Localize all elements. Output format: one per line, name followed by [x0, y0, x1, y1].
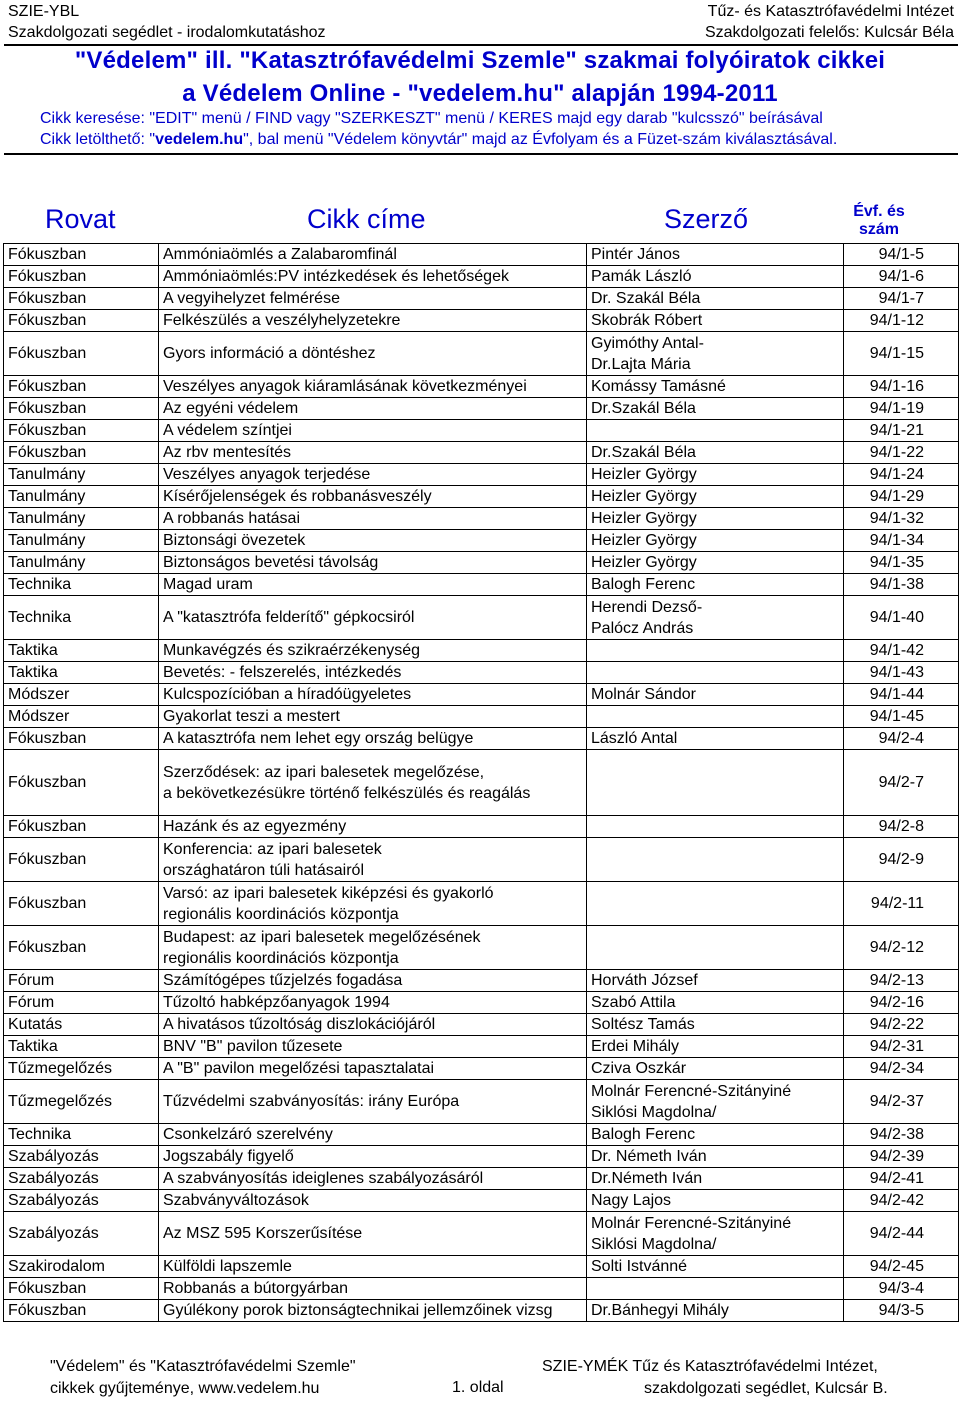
- cell-szerzo: Skobrák Róbert: [587, 310, 844, 332]
- cell-rovat: Tanulmány: [4, 552, 159, 574]
- table-row: [4, 332, 959, 376]
- cell-szerzo: [587, 420, 844, 442]
- cell-szam: 94/1-12: [844, 310, 959, 332]
- cell-szam: 94/2-38: [844, 1124, 959, 1146]
- cell-szam: 94/1-32: [844, 508, 959, 530]
- cell-szam: 94/1-29: [844, 486, 959, 508]
- cell-szerzo: [587, 816, 844, 838]
- cell-szerzo: [587, 750, 844, 816]
- table-row: [4, 464, 959, 486]
- table-row: [4, 1168, 959, 1190]
- cell-szam: 94/2-42: [844, 1190, 959, 1212]
- table-row: [4, 288, 959, 310]
- article-table: [3, 243, 959, 1322]
- cell-rovat: Tanulmány: [4, 508, 159, 530]
- cell-cim: Veszélyes anyagok kiáramlásának következményei: [159, 376, 587, 398]
- column-header-cikk: Cikk címe: [307, 204, 426, 234]
- cell-rovat: Technika: [4, 574, 159, 596]
- header-rule: [4, 44, 958, 46]
- cell-rovat: Kutatás: [4, 1014, 159, 1036]
- cell-szam: 94/1-45: [844, 706, 959, 728]
- table-row: [4, 552, 959, 574]
- cell-cim: Az rbv mentesítés: [159, 442, 587, 464]
- cell-cim: Ammóniaömlés:PV intézkedések és lehetőségek: [159, 266, 587, 288]
- cell-szam: 94/2-34: [844, 1058, 959, 1080]
- cell-rovat: Fókuszban: [4, 1300, 159, 1322]
- cell-rovat: Taktika: [4, 640, 159, 662]
- table-row: [4, 486, 959, 508]
- table-row: [4, 1278, 959, 1300]
- cell-szerzo: Herendi Dezső- Palócz András: [587, 596, 844, 640]
- cell-cim: Jogszabály figyelő: [159, 1146, 587, 1168]
- cell-rovat: Fókuszban: [4, 816, 159, 838]
- cell-cim: Ammóniaömlés a Zalabaromfinál: [159, 244, 587, 266]
- cell-szam: 94/1-6: [844, 266, 959, 288]
- cell-szerzo: László Antal: [587, 728, 844, 750]
- cell-cim: Külföldi lapszemle: [159, 1256, 587, 1278]
- search-instruction: Cikk keresése: "EDIT" menü / FIND vagy "SZERKESZT" menü / KERES majd egy darab "kulcsszó" beírásával: [40, 110, 823, 127]
- cell-szam: 94/1-35: [844, 552, 959, 574]
- table-row: [4, 992, 959, 1014]
- download-instruction: Cikk letölthető: "vedelem.hu", bal menü "Védelem könyvtár" majd az Évfolyam és a Füzet-szám kiválasztásával.: [40, 131, 838, 148]
- cell-szerzo: [587, 706, 844, 728]
- cell-szam: 94/1-16: [844, 376, 959, 398]
- cell-szam: 94/2-37: [844, 1080, 959, 1124]
- column-header-evf: Évf. és szám: [853, 203, 905, 238]
- cell-rovat: Szabályozás: [4, 1146, 159, 1168]
- cell-cim: Hazánk és az egyezmény: [159, 816, 587, 838]
- cell-cim: Robbanás a bútorgyárban: [159, 1278, 587, 1300]
- cell-rovat: Taktika: [4, 662, 159, 684]
- table-row: [4, 1036, 959, 1058]
- cell-cim: A hivatásos tűzoltóság diszlokációjáról: [159, 1014, 587, 1036]
- table-row: [4, 398, 959, 420]
- cell-szerzo: Gyimóthy Antal- Dr.Lajta Mária: [587, 332, 844, 376]
- table-row: [4, 442, 959, 464]
- cell-cim: Veszélyes anyagok terjedése: [159, 464, 587, 486]
- cell-rovat: Fókuszban: [4, 420, 159, 442]
- cell-szerzo: Molnár Sándor: [587, 684, 844, 706]
- cell-cim: Csonkelzáró szerelvény: [159, 1124, 587, 1146]
- cell-szam: 94/2-12: [844, 926, 959, 970]
- cell-rovat: Fókuszban: [4, 750, 159, 816]
- cell-szam: 94/1-5: [844, 244, 959, 266]
- cell-rovat: Fókuszban: [4, 398, 159, 420]
- cell-cim: Az MSZ 595 Korszerűsítése: [159, 1212, 587, 1256]
- cell-cim: Gyúlékony porok biztonságtechnikai jellemzőinek vizsg: [159, 1300, 587, 1322]
- cell-szerzo: Balogh Ferenc: [587, 574, 844, 596]
- page-title-line1: "Védelem" ill. "Katasztrófavédelmi Szemle" szakmai folyóiratok cikkei: [74, 47, 886, 74]
- table-row: [4, 1212, 959, 1256]
- download-link[interactable]: vedelem.hu: [155, 131, 244, 148]
- cell-szam: 94/2-13: [844, 970, 959, 992]
- cell-szam: 94/2-39: [844, 1146, 959, 1168]
- header-right-line2: Szakdolgozati felelős: Kulcsár Béla: [704, 24, 954, 41]
- cell-szerzo: Solti Istvánné: [587, 1256, 844, 1278]
- cell-cim: A "B" pavilon megelőzési tapasztalatai: [159, 1058, 587, 1080]
- cell-szerzo: [587, 882, 844, 926]
- cell-rovat: Tűzmegelőzés: [4, 1058, 159, 1080]
- cell-szerzo: [587, 838, 844, 882]
- cell-szerzo: Pintér János: [587, 244, 844, 266]
- cell-cim: Gyors információ a döntéshez: [159, 332, 587, 376]
- cell-cim: Konferencia: az ipari balesetek országhatáron túli hatásairól: [159, 838, 587, 882]
- cell-szam: 94/1-43: [844, 662, 959, 684]
- cell-szam: 94/2-7: [844, 750, 959, 816]
- cell-rovat: Technika: [4, 596, 159, 640]
- cell-rovat: Fókuszban: [4, 728, 159, 750]
- cell-cim: Az egyéni védelem: [159, 398, 587, 420]
- cell-rovat: Tanulmány: [4, 464, 159, 486]
- table-row: [4, 728, 959, 750]
- cell-szerzo: Soltész Tamás: [587, 1014, 844, 1036]
- cell-szerzo: Nagy Lajos: [587, 1190, 844, 1212]
- cell-cim: Biztonságos bevetési távolság: [159, 552, 587, 574]
- table-row: [4, 838, 959, 882]
- cell-szerzo: Balogh Ferenc: [587, 1124, 844, 1146]
- cell-cim: Munkavégzés és szikraérzékenység: [159, 640, 587, 662]
- cell-cim: Varsó: az ipari balesetek kiképzési és gyakorló regionális koordinációs központja: [159, 882, 587, 926]
- cell-szerzo: Heizler György: [587, 508, 844, 530]
- header-left-line2: Szakdolgozati segédlet - irodalomkutatáshoz: [8, 24, 326, 41]
- footer-right-line2: szakdolgozati segédlet, Kulcsár B.: [644, 1380, 888, 1397]
- cell-rovat: Fórum: [4, 970, 159, 992]
- cell-szerzo: Heizler György: [587, 464, 844, 486]
- table-row: [4, 508, 959, 530]
- cell-szam: 94/1-7: [844, 288, 959, 310]
- table-row: [4, 310, 959, 332]
- cell-szerzo: Heizler György: [587, 552, 844, 574]
- cell-szam: 94/2-45: [844, 1256, 959, 1278]
- cell-szam: 94/3-5: [844, 1300, 959, 1322]
- cell-szerzo: Dr.Németh Iván: [587, 1168, 844, 1190]
- header-left-line1: SZIE-YBL: [8, 3, 80, 20]
- table-row: [4, 1124, 959, 1146]
- cell-szerzo: Dr.Szakál Béla: [587, 398, 844, 420]
- table-row: [4, 1256, 959, 1278]
- cell-cim: Bevetés: - felszerelés, intézkedés: [159, 662, 587, 684]
- cell-szam: 94/2-9: [844, 838, 959, 882]
- cell-rovat: Fókuszban: [4, 288, 159, 310]
- cell-cim: A "katasztrófa felderítő" gépkocsiról: [159, 596, 587, 640]
- table-row: [4, 376, 959, 398]
- cell-cim: A katasztrófa nem lehet egy ország belügye: [159, 728, 587, 750]
- cell-cim: A védelem színtjei: [159, 420, 587, 442]
- table-row: [4, 1058, 959, 1080]
- cell-szerzo: Dr. Németh Iván: [587, 1146, 844, 1168]
- table-row: [4, 266, 959, 288]
- cell-rovat: Szabályozás: [4, 1168, 159, 1190]
- table-row: [4, 684, 959, 706]
- cell-cim: A szabványosítás ideiglenes szabályozásáról: [159, 1168, 587, 1190]
- footer-left-line1: "Védelem" és "Katasztrófavédelmi Szemle": [50, 1358, 356, 1375]
- cell-szam: 94/1-42: [844, 640, 959, 662]
- cell-szerzo: Heizler György: [587, 486, 844, 508]
- cell-szam: 94/2-8: [844, 816, 959, 838]
- table-row: [4, 640, 959, 662]
- footer-left-line2: cikkek gyűjteménye, www.vedelem.hu: [50, 1380, 320, 1397]
- cell-rovat: Taktika: [4, 1036, 159, 1058]
- cell-rovat: Fókuszban: [4, 442, 159, 464]
- table-row: [4, 1080, 959, 1124]
- table-row: [4, 882, 959, 926]
- page-title-line2: a Védelem Online - "vedelem.hu" alapján 1994-2011: [182, 80, 778, 107]
- cell-szerzo: [587, 926, 844, 970]
- table-row: [4, 816, 959, 838]
- cell-szam: 94/2-16: [844, 992, 959, 1014]
- cell-rovat: Szakirodalom: [4, 1256, 159, 1278]
- cell-szerzo: Cziva Oszkár: [587, 1058, 844, 1080]
- cell-rovat: Módszer: [4, 706, 159, 728]
- table-row: [4, 970, 959, 992]
- cell-cim: Kísérőjelenségek és robbanásveszély: [159, 486, 587, 508]
- cell-cim: Kulcspozícióban a híradóügyeletes: [159, 684, 587, 706]
- cell-cim: Számítógépes tűzjelzés fogadása: [159, 970, 587, 992]
- cell-cim: Biztonsági övezetek: [159, 530, 587, 552]
- cell-szerzo: [587, 1278, 844, 1300]
- cell-szam: 94/1-38: [844, 574, 959, 596]
- cell-szam: 94/2-31: [844, 1036, 959, 1058]
- subtitle-rule: [4, 153, 958, 155]
- cell-rovat: Fókuszban: [4, 926, 159, 970]
- cell-szerzo: Dr.Szakál Béla: [587, 442, 844, 464]
- table-row: [4, 1146, 959, 1168]
- cell-cim: A robbanás hatásai: [159, 508, 587, 530]
- cell-szerzo: Horváth József: [587, 970, 844, 992]
- cell-szerzo: Pamák László: [587, 266, 844, 288]
- cell-rovat: Fókuszban: [4, 838, 159, 882]
- table-row: [4, 596, 959, 640]
- cell-cim: Tűzoltó habképzőanyagok 1994: [159, 992, 587, 1014]
- cell-cim: Magad uram: [159, 574, 587, 596]
- footer-right-line1: SZIE-YMÉK Tűz és Katasztrófavédelmi Intézet,: [542, 1358, 878, 1375]
- cell-rovat: Módszer: [4, 684, 159, 706]
- cell-rovat: Fókuszban: [4, 332, 159, 376]
- column-header-szerzo: Szerző: [664, 204, 749, 234]
- table-row: [4, 1300, 959, 1322]
- cell-rovat: Tanulmány: [4, 530, 159, 552]
- page-number: 1. oldal: [452, 1379, 504, 1396]
- table-row: [4, 926, 959, 970]
- cell-rovat: Fókuszban: [4, 310, 159, 332]
- cell-szam: 94/2-41: [844, 1168, 959, 1190]
- cell-szam: 94/3-4: [844, 1278, 959, 1300]
- table-row: [4, 530, 959, 552]
- table-row: [4, 574, 959, 596]
- cell-szerzo: Szabó Attila: [587, 992, 844, 1014]
- cell-szam: 94/2-4: [844, 728, 959, 750]
- column-header-rovat: Rovat: [45, 204, 116, 234]
- cell-szerzo: [587, 662, 844, 684]
- header-right-line1: Tűz- és Katasztrófavédelmi Intézet: [707, 3, 954, 20]
- table-row: [4, 1190, 959, 1212]
- cell-rovat: Fókuszban: [4, 266, 159, 288]
- cell-szam: 94/1-22: [844, 442, 959, 464]
- cell-rovat: Fókuszban: [4, 244, 159, 266]
- cell-szerzo: Molnár Ferencné-Szitányiné Siklósi Magdolna/: [587, 1080, 844, 1124]
- cell-rovat: Tanulmány: [4, 486, 159, 508]
- cell-szerzo: Heizler György: [587, 530, 844, 552]
- table-row: [4, 706, 959, 728]
- cell-cim: Szabványváltozások: [159, 1190, 587, 1212]
- table-row: [4, 662, 959, 684]
- table-row: [4, 244, 959, 266]
- cell-rovat: Fókuszban: [4, 882, 159, 926]
- cell-cim: Felkészülés a veszélyhelyzetekre: [159, 310, 587, 332]
- cell-szam: 94/1-44: [844, 684, 959, 706]
- cell-rovat: Fókuszban: [4, 1278, 159, 1300]
- cell-szerzo: [587, 640, 844, 662]
- cell-rovat: Tűzmegelőzés: [4, 1080, 159, 1124]
- cell-rovat: Szabályozás: [4, 1212, 159, 1256]
- cell-szam: 94/1-15: [844, 332, 959, 376]
- cell-szam: 94/1-24: [844, 464, 959, 486]
- cell-rovat: Szabályozás: [4, 1190, 159, 1212]
- table-row: [4, 1014, 959, 1036]
- cell-szerzo: Komássy Tamásné: [587, 376, 844, 398]
- cell-szerzo: Erdei Mihály: [587, 1036, 844, 1058]
- cell-rovat: Fórum: [4, 992, 159, 1014]
- cell-szam: 94/1-40: [844, 596, 959, 640]
- cell-cim: BNV "B" pavilon tűzesete: [159, 1036, 587, 1058]
- cell-cim: Budapest: az ipari balesetek megelőzésének regionális koordinációs központja: [159, 926, 587, 970]
- table-row: [4, 750, 959, 816]
- cell-szam: 94/2-44: [844, 1212, 959, 1256]
- cell-rovat: Fókuszban: [4, 376, 159, 398]
- cell-rovat: Technika: [4, 1124, 159, 1146]
- table-row: [4, 420, 959, 442]
- cell-cim: Szerződések: az ipari balesetek megelőzése, a bekövetkezésükre történő felkészülés és reagálás: [159, 750, 587, 816]
- cell-szam: 94/2-11: [844, 882, 959, 926]
- cell-szam: 94/2-22: [844, 1014, 959, 1036]
- cell-szam: 94/1-21: [844, 420, 959, 442]
- cell-szerzo: Dr.Bánhegyi Mihály: [587, 1300, 844, 1322]
- cell-szam: 94/1-19: [844, 398, 959, 420]
- cell-cim: Gyakorlat teszi a mestert: [159, 706, 587, 728]
- cell-szam: 94/1-34: [844, 530, 959, 552]
- cell-cim: A vegyihelyzet felmérése: [159, 288, 587, 310]
- cell-szerzo: Molnár Ferencné-Szitányiné Siklósi Magdolna/: [587, 1212, 844, 1256]
- cell-cim: Tűzvédelmi szabványosítás: irány Európa: [159, 1080, 587, 1124]
- cell-szerzo: Dr. Szakál Béla: [587, 288, 844, 310]
